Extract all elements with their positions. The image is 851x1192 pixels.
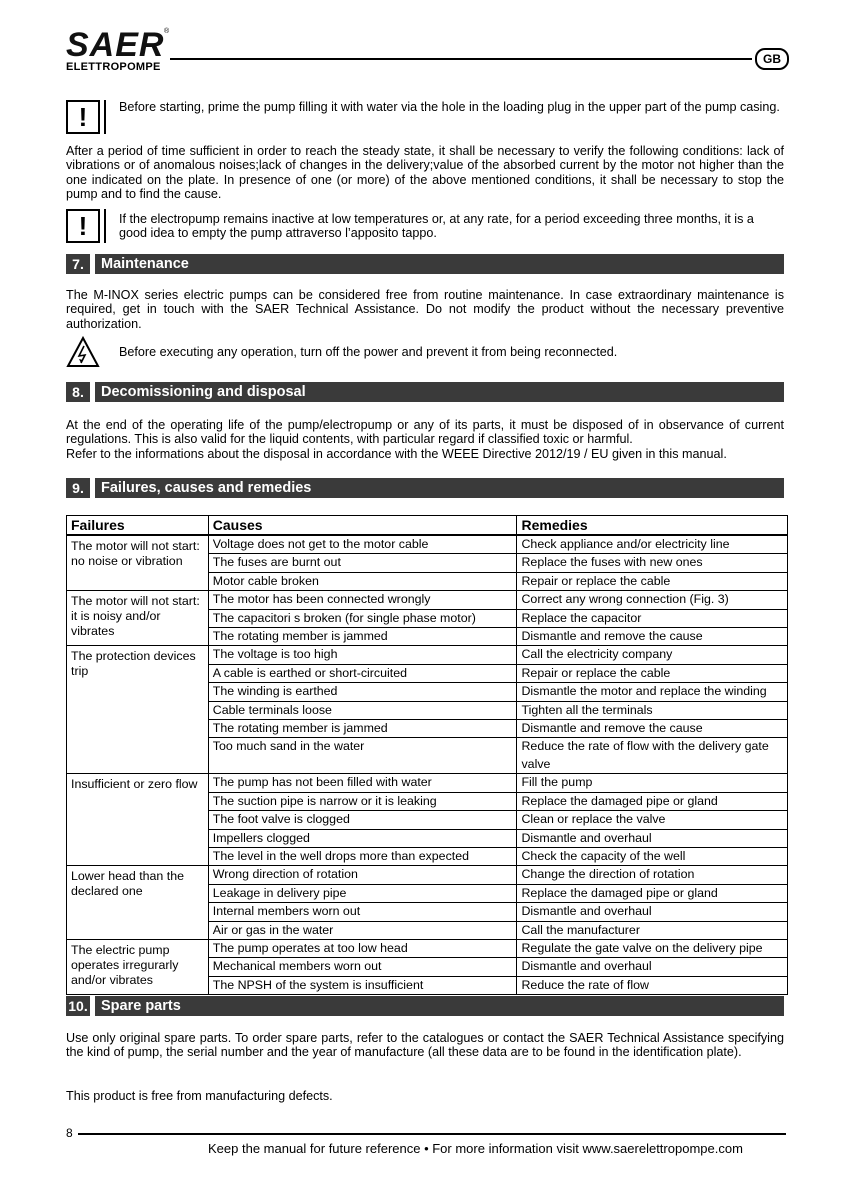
section-title: Spare parts bbox=[95, 996, 784, 1016]
section-number: 10. bbox=[66, 996, 90, 1016]
note-rule bbox=[104, 209, 106, 243]
remedy-cell: Tighten all the terminals bbox=[517, 701, 788, 719]
table-row bbox=[67, 939, 788, 957]
remedy-cell: Replace the fuses with new ones bbox=[517, 554, 788, 572]
cause-cell: The voltage is too high bbox=[208, 646, 517, 664]
cause-cell: The level in the well drops more than expected bbox=[208, 847, 517, 865]
warning-power-off: Before executing any operation, turn off the power and prevent it from being reconnected. bbox=[119, 345, 618, 359]
table-row bbox=[67, 774, 788, 792]
column-header-causes: Causes bbox=[208, 516, 517, 536]
attention-icon: ! bbox=[66, 100, 100, 134]
remedy-cell: Dismantle and remove the cause bbox=[517, 628, 788, 646]
header-rule bbox=[170, 58, 752, 60]
section-number: 8. bbox=[66, 382, 90, 402]
remedy-cell: Regulate the gate valve on the delivery pipe bbox=[517, 939, 788, 957]
table-row bbox=[67, 866, 788, 884]
page-number: 8 bbox=[66, 1126, 73, 1140]
section-header-failures bbox=[66, 478, 784, 498]
section-number: 9. bbox=[66, 478, 90, 498]
table-row bbox=[67, 646, 788, 664]
paragraph-weee: Refer to the informations about the disposal in accordance with the WEEE Directive 2012/19 / EU given in this manual. bbox=[66, 447, 727, 461]
section-header-spare-parts bbox=[66, 996, 784, 1016]
language-badge: GB bbox=[755, 48, 789, 70]
column-header-remedies: Remedies bbox=[517, 516, 788, 536]
section-header-maintenance bbox=[66, 254, 784, 274]
failure-cell: The motor will not start: no noise or vibration bbox=[67, 535, 209, 591]
footer-rule bbox=[78, 1133, 786, 1135]
logo-wordmark: SAER bbox=[66, 26, 165, 64]
cause-cell: The motor has been connected wrongly bbox=[208, 591, 517, 609]
table-row bbox=[67, 535, 788, 554]
remedy-cell: Reduce the rate of flow with the delivery gate valve bbox=[517, 738, 788, 774]
cause-cell: The fuses are burnt out bbox=[208, 554, 517, 572]
cause-cell: The winding is earthed bbox=[208, 683, 517, 701]
remedy-cell: Replace the capacitor bbox=[517, 609, 788, 627]
paragraph-disposal: At the end of the operating life of the pump/electropump or any of its parts, it must be disposed of in observance of current regulations. This is also valid for the liquid contents, with particular regard if classified toxic or harmful. bbox=[66, 418, 784, 447]
failure-cell: Lower head than the declared one bbox=[67, 866, 209, 940]
remedy-cell: Call the manufacturer bbox=[517, 921, 788, 939]
remedy-cell: Call the electricity company bbox=[517, 646, 788, 664]
paragraph-spare-parts: Use only original spare parts. To order spare parts, refer to the catalogues or contact the SAER Technical Assistance specifying the kind of pump, the serial number and the year of manufacture (all these data are to be found in the identification plate). bbox=[66, 1031, 784, 1060]
section-title: Decomissioning and disposal bbox=[95, 382, 784, 402]
failure-cell: Insufficient or zero flow bbox=[67, 774, 209, 866]
cause-cell: The rotating member is jammed bbox=[208, 720, 517, 738]
cause-cell: Leakage in delivery pipe bbox=[208, 884, 517, 902]
failure-cell: The protection devices trip bbox=[67, 646, 209, 774]
remedy-cell: Dismantle and overhaul bbox=[517, 958, 788, 976]
cause-cell: Internal members worn out bbox=[208, 903, 517, 921]
remedy-cell: Clean or replace the valve bbox=[517, 811, 788, 829]
cause-cell: A cable is earthed or short-circuited bbox=[208, 664, 517, 682]
cause-cell: The capacitori s broken (for single phase motor) bbox=[208, 609, 517, 627]
failure-cell: The motor will not start: it is noisy and/or vibrates bbox=[67, 591, 209, 646]
cause-cell: The rotating member is jammed bbox=[208, 628, 517, 646]
remedy-cell: Dismantle and remove the cause bbox=[517, 720, 788, 738]
cause-cell: The NPSH of the system is insufficient bbox=[208, 976, 517, 994]
note-priming: Before starting, prime the pump filling it with water via the hole in the loading plug in the upper part of the pump casing. bbox=[119, 100, 780, 114]
cause-cell: The suction pipe is narrow or it is leaking bbox=[208, 792, 517, 810]
section-number: 7. bbox=[66, 254, 90, 274]
cause-cell: Air or gas in the water bbox=[208, 921, 517, 939]
failures-table bbox=[66, 515, 788, 995]
cause-cell: Motor cable broken bbox=[208, 572, 517, 590]
section-header-disposal bbox=[66, 382, 784, 402]
remedy-cell: Fill the pump bbox=[517, 774, 788, 792]
attention-icon: ! bbox=[66, 209, 100, 243]
remedy-cell: Reduce the rate of flow bbox=[517, 976, 788, 994]
remedy-cell: Replace the damaged pipe or gland bbox=[517, 884, 788, 902]
cause-cell: The pump operates at too low head bbox=[208, 939, 517, 957]
table-row bbox=[67, 591, 788, 609]
remedy-cell: Dismantle the motor and replace the winding bbox=[517, 683, 788, 701]
remedy-cell: Dismantle and overhaul bbox=[517, 829, 788, 847]
cause-cell: The foot valve is clogged bbox=[208, 811, 517, 829]
cause-cell: Cable terminals loose bbox=[208, 701, 517, 719]
cause-cell: Mechanical members worn out bbox=[208, 958, 517, 976]
cause-cell: Impellers clogged bbox=[208, 829, 517, 847]
paragraph-verify-conditions: After a period of time sufficient in order to reach the steady state, it shall be necessary to verify the following conditions: lack of vibrations or of anomalous noises;lack of changes in the delivery;value of the absorbed current by the motor not higher than the one indicated on the plate. In presence of one (or more) of the above mentioned conditions, it shall be necessary to stop the pump and to find the cause. bbox=[66, 144, 784, 202]
electric-hazard-icon bbox=[66, 336, 100, 368]
cause-cell: Voltage does not get to the motor cable bbox=[208, 535, 517, 554]
remedy-cell: Change the direction of rotation bbox=[517, 866, 788, 884]
logo-subtitle: ELETTROPOMPE bbox=[66, 61, 161, 73]
section-title: Maintenance bbox=[95, 254, 784, 274]
remedy-cell: Dismantle and overhaul bbox=[517, 903, 788, 921]
table-header-row bbox=[67, 516, 788, 536]
cause-cell: The pump has not been filled with water bbox=[208, 774, 517, 792]
cause-cell: Too much sand in the water bbox=[208, 738, 517, 774]
column-header-failures: Failures bbox=[67, 516, 209, 536]
note-inactive-pump: If the electropump remains inactive at low temperatures or, at any rate, for a period exceeding three months, it is a good idea to empty the pump attraverso l’apposito tappo. bbox=[119, 212, 754, 241]
remedy-cell: Repair or replace the cable bbox=[517, 572, 788, 590]
remedy-cell: Check the capacity of the well bbox=[517, 847, 788, 865]
remedy-cell: Replace the damaged pipe or gland bbox=[517, 792, 788, 810]
registered-mark: ® bbox=[164, 28, 170, 35]
footer-text: Keep the manual for future reference • For more information visit www.saerelettropompe.com bbox=[208, 1141, 743, 1156]
paragraph-maintenance: The M-INOX series electric pumps can be considered free from routine maintenance. In case extraordinary maintenance is required, get in touch with the SAER Technical Assistance. Do not modify the product without the necessary preventive authorization. bbox=[66, 288, 784, 331]
saer-logo bbox=[66, 26, 170, 73]
remedy-cell: Correct any wrong connection (Fig. 3) bbox=[517, 591, 788, 609]
remedy-cell: Check appliance and/or electricity line bbox=[517, 535, 788, 554]
paragraph-no-defects: This product is free from manufacturing defects. bbox=[66, 1089, 333, 1103]
remedy-cell: Repair or replace the cable bbox=[517, 664, 788, 682]
note-rule bbox=[104, 100, 106, 134]
section-title: Failures, causes and remedies bbox=[95, 478, 784, 498]
cause-cell: Wrong direction of rotation bbox=[208, 866, 517, 884]
failure-cell: The electric pump operates irregurarly and/or vibrates bbox=[67, 939, 209, 994]
